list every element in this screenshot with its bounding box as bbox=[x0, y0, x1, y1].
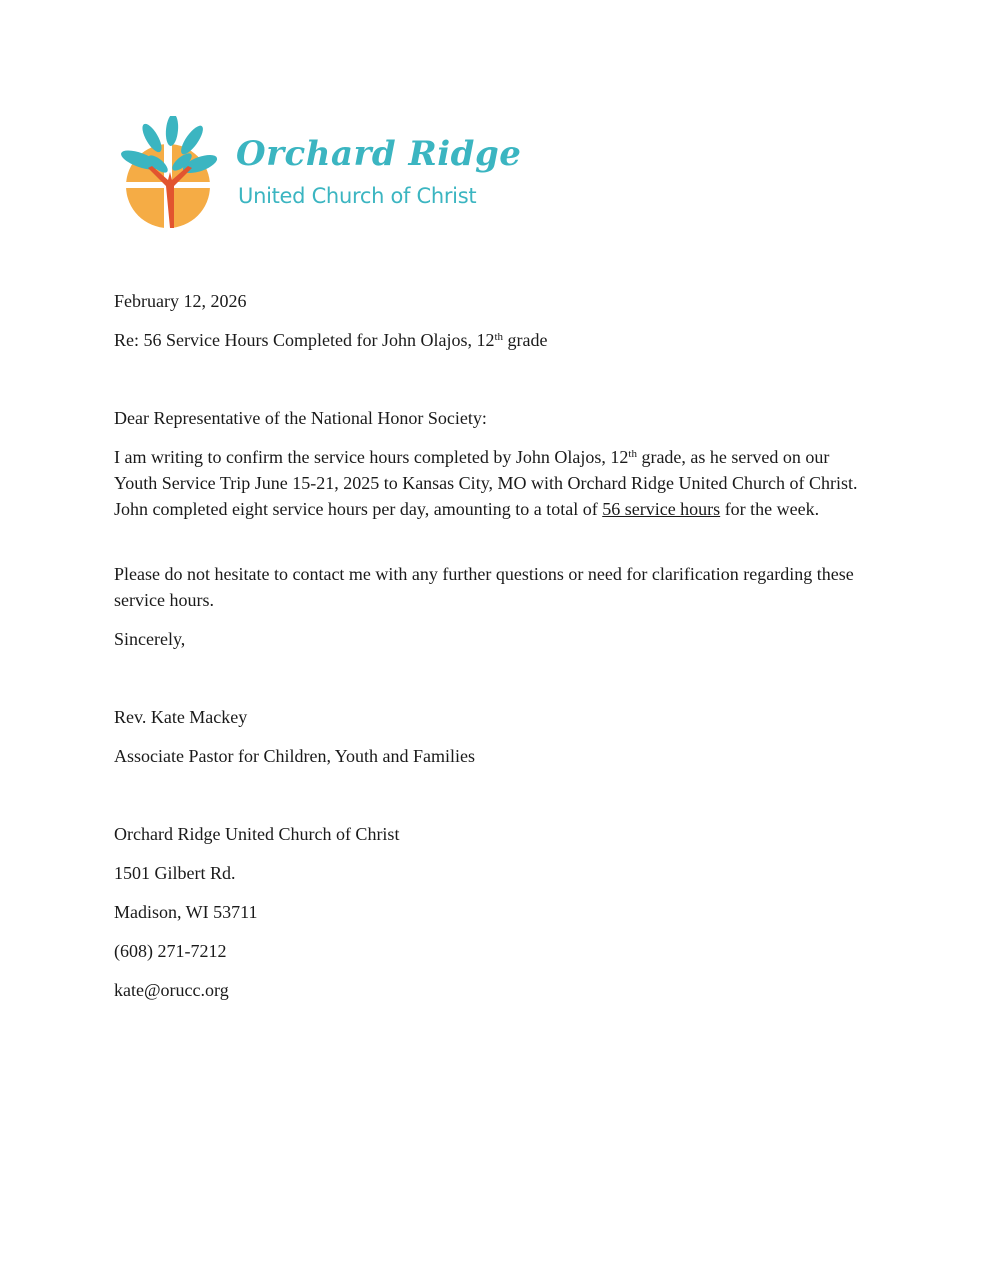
body1-part3: for the week. bbox=[720, 499, 820, 519]
address-city: Madison, WI 53711 bbox=[114, 902, 258, 922]
address-street: 1501 Gilbert Rd. bbox=[114, 863, 236, 883]
body1-part1: I am writing to confirm the service hours completed by John Olajos, 12 bbox=[114, 447, 629, 467]
address-phone: (608) 271-7212 bbox=[114, 941, 227, 961]
letter-date: February 12, 2026 bbox=[114, 291, 247, 311]
body-paragraph-2: Please do not hesitate to contact me with any further questions or need for clarification regarding these service hours. bbox=[114, 564, 854, 610]
body1-part2: grade, as he served on our Youth Service Trip June 15-21, 2025 to Kansas City, MO with Orchard Ridge United Church of Christ. John completed eight service hours per day, amounting to a total of bbox=[114, 447, 858, 519]
logo-subtitle: United Church of Christ bbox=[238, 184, 477, 208]
subject-suffix: grade bbox=[503, 330, 548, 350]
logo-name: Orchard Ridge bbox=[236, 134, 522, 174]
subject-text: Re: 56 Service Hours Completed for John Olajos, 12 bbox=[114, 330, 495, 350]
letter-subject bbox=[114, 327, 874, 353]
salutation: Dear Representative of the National Honor Society: bbox=[114, 408, 487, 428]
body-paragraph-1 bbox=[114, 444, 874, 522]
signer-title: Associate Pastor for Children, Youth and Families bbox=[114, 746, 475, 766]
address-email: kate@orucc.org bbox=[114, 980, 229, 1000]
address-org: Orchard Ridge United Church of Christ bbox=[114, 824, 400, 844]
subject-ordinal: th bbox=[494, 331, 504, 343]
body1-ordinal: th bbox=[628, 448, 637, 460]
service-hours-underlined: 56 service hours bbox=[602, 499, 721, 519]
church-logo bbox=[112, 116, 522, 232]
signer-name: Rev. Kate Mackey bbox=[114, 707, 248, 727]
closing: Sincerely, bbox=[114, 629, 186, 649]
tree-sun-logo-icon bbox=[112, 116, 228, 232]
